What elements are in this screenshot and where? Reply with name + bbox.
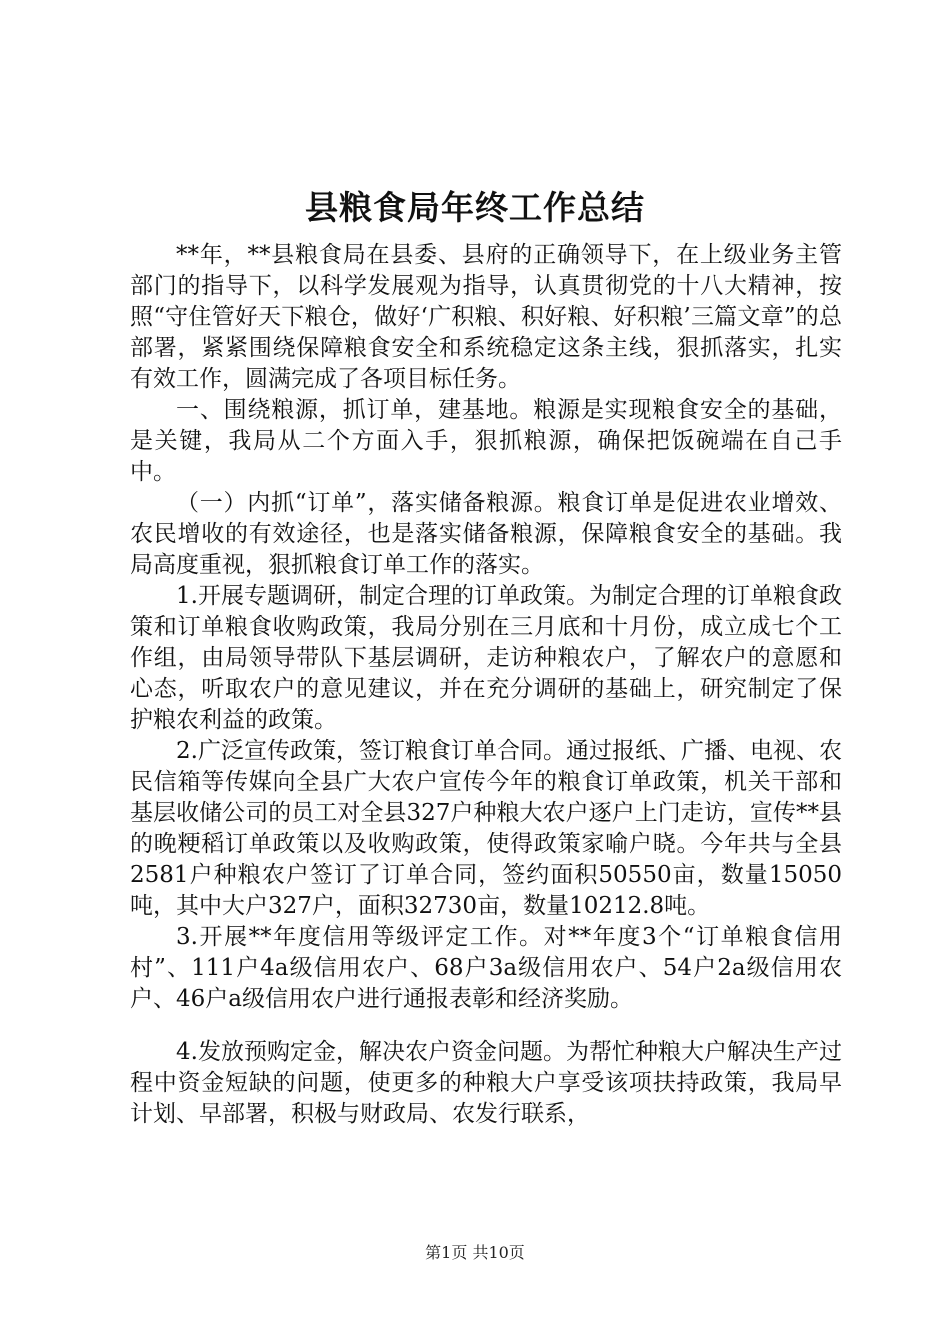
page-footer: 第1页 共10页 xyxy=(425,1243,525,1262)
paragraph-item-1: 1.开展专题调研，制定合理的订单政策。为制定合理的订单粮食政策和订单粮食收购政策，我局分别在三月底和十月份，成立成七个工作组，由局领导带队下基层调研，走访种粮农户，了解农户的意愿和心态，听取农户的意见建议，并在充分调研的基础上，研究制定了保护粮农利益的政策。 xyxy=(130,583,842,733)
paragraph-item-3: 3.开展**年度信用等级评定工作。对**年度3个“订单粮食信用村”、111户4a级信用农户、68户3a级信用农户、54户2a级信用农户、46户a级信用农户进行通报表彰和经济奖励。 xyxy=(130,924,842,1012)
paragraph-item-4: 4.发放预购定金，解决农户资金问题。为帮忙种粮大户解决生产过程中资金短缺的问题，使更多的种粮大户享受该项扶持政策，我局早计划、早部署，积极与财政局、农发行联系， xyxy=(130,1039,842,1127)
paragraph-intro: **年，**县粮食局在县委、县府的正确领导下，在上级业务主管部门的指导下，以科学发展观为指导，认真贯彻党的十八大精神，按照“守住管好天下粮仓，做好‘广积粮、积好粮、好积粮’三篇文章”的总部署，紧紧围绕保障粮食安全和系统稳定这条主线，狠抓落实，扎实有效工作，圆满完成了各项目标任务。 xyxy=(130,242,842,392)
document-title: 县粮食局年终工作总结 xyxy=(305,188,645,227)
paragraph-section-1: 一、围绕粮源，抓订单，建基地。粮源是实现粮食安全的基础，是关键，我局从二个方面入手，狠抓粮源，确保把饭碗端在自己手中。 xyxy=(130,397,842,485)
document-body xyxy=(130,240,842,1130)
paragraph-item-2: 2.广泛宣传政策，签订粮食订单合同。通过报纸、广播、电视、农民信箱等传媒向全县广大农户宣传今年的粮食订单政策，机关干部和基层收储公司的员工对全县327户种粮大农户逐户上门走访，宣传**县的晚粳稻订单政策以及收购政策，使得政策家喻户晓。今年共与全县2581户种粮农户签订了订单合同，签约面积50550亩，数量15050吨，其中大户327户，面积32730亩，数量10212.8吨。 xyxy=(130,738,842,919)
paragraph-subsection-1: （一）内抓“订单”，落实储备粮源。粮食订单是促进农业增效、农民增收的有效途径，也是落实储备粮源，保障粮食安全的基础。我局高度重视，狠抓粮食订单工作的落实。 xyxy=(130,490,842,578)
